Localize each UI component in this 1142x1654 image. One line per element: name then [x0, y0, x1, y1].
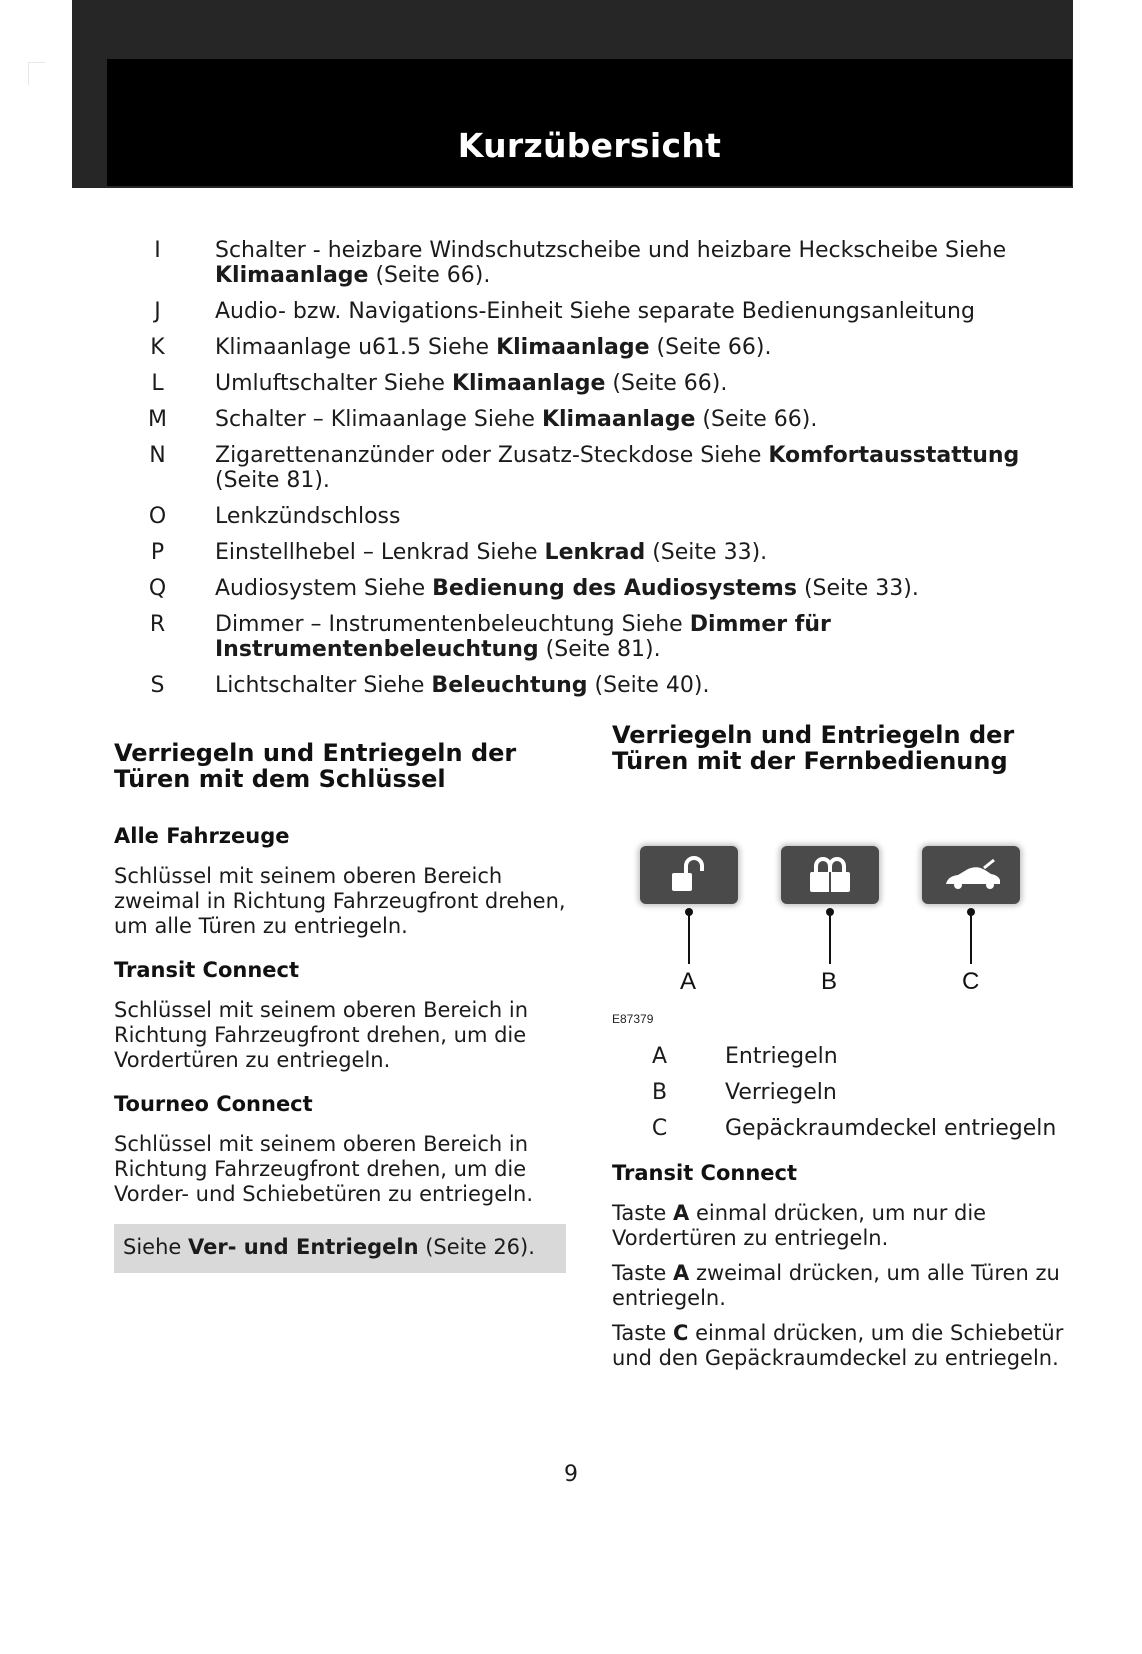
- legend-text: Verriegeln: [725, 1080, 837, 1105]
- unlock-icon: [640, 846, 738, 904]
- legend-item: [140, 299, 1040, 324]
- legend-text: Dimmer – Instrumentenbeleuchtung Siehe Dimmer für Instrumentenbeleuchtung (Seite 81).: [215, 612, 831, 662]
- legend-item: [612, 1116, 1072, 1141]
- callout-letter-b: B: [821, 968, 838, 995]
- legend-item: [140, 443, 1040, 493]
- legend-text: Gepäckraumdeckel entriegeln: [725, 1116, 1057, 1141]
- legend-item: [140, 540, 1040, 565]
- lock-button-illustration: [781, 846, 879, 904]
- trunk-button-illustration: [922, 846, 1020, 904]
- legend-text: Klimaanlage u61.5 Siehe Klimaanlage (Seite 66).: [215, 335, 772, 360]
- legend-item: [140, 371, 1040, 396]
- callout-line-c: [970, 912, 972, 964]
- transit-title: Transit Connect: [114, 958, 300, 982]
- legend-key: A: [651, 1044, 668, 1069]
- section-title: Kurzübersicht: [457, 126, 722, 165]
- left-column: [114, 740, 566, 1273]
- callout-line-b: [829, 912, 831, 964]
- legend-text: Schalter - heizbare Windschutzscheibe und heizbare Heckscheibe Siehe Klimaanlage (Seite 66).: [215, 238, 1007, 288]
- legend-text: Schalter – Klimaanlage Siehe Klimaanlage (Seite 66).: [215, 407, 818, 432]
- tourneo-text: Schlüssel mit seinem oberen Bereich in Richtung Fahrzeugfront drehen, um die Vorder- und Schiebetüren zu entriegeln.: [114, 1132, 534, 1206]
- legend-key: C: [651, 1116, 668, 1141]
- legend-key: M: [148, 407, 167, 432]
- legend-item: [140, 673, 1040, 698]
- figure-id: E87379: [612, 1012, 654, 1026]
- lock-icon: [781, 846, 879, 904]
- remote-instruction: Taste A zweimal drücken, um alle Türen zu entriegeln.: [612, 1261, 1060, 1310]
- legend-item: [140, 576, 1040, 601]
- legend-text: Audio- bzw. Navigations-Einheit Siehe separate Bedienungsanleitung: [215, 299, 975, 324]
- callout-letter-a: A: [680, 968, 697, 995]
- callout-letter-c: C: [962, 968, 980, 995]
- callout-line-a: [688, 912, 690, 964]
- remote-lock-heading: Verriegeln und Entriegeln der Türen mit der Fernbedienung: [612, 721, 1015, 775]
- header-title-bar: [107, 59, 1072, 186]
- crop-mark: [28, 62, 45, 85]
- legend-key: S: [150, 673, 165, 698]
- component-legend: [140, 238, 1040, 709]
- legend-key: L: [151, 371, 164, 396]
- remote-key-figure: [612, 774, 1072, 1026]
- legend-item: [140, 612, 1040, 662]
- legend-item: [140, 335, 1040, 360]
- remote-button-legend: [612, 1044, 1072, 1141]
- legend-item: [140, 407, 1040, 432]
- legend-text: Entriegeln: [725, 1044, 838, 1069]
- legend-key: I: [154, 238, 161, 263]
- legend-text: Audiosystem Siehe Bedienung des Audiosystems (Seite 33).: [215, 576, 919, 601]
- legend-key: K: [150, 335, 165, 360]
- legend-text: Umluftschalter Siehe Klimaanlage (Seite 66).: [215, 371, 728, 396]
- legend-key: B: [651, 1080, 668, 1105]
- remote-transit-title: Transit Connect: [612, 1161, 798, 1185]
- legend-key: J: [154, 299, 161, 324]
- legend-text: Lichtschalter Siehe Beleuchtung (Seite 40).: [215, 673, 710, 698]
- all-vehicles-title: Alle Fahrzeuge: [114, 824, 290, 848]
- all-vehicles-text: Schlüssel mit seinem oberen Bereich zweimal in Richtung Fahrzeugfront drehen, um alle Türen zu entriegeln.: [114, 864, 566, 938]
- trunk-icon: [922, 846, 1020, 904]
- transit-text: Schlüssel mit seinem oberen Bereich in Richtung Fahrzeugfront drehen, um die Vordertüren zu entriegeln.: [114, 998, 529, 1072]
- legend-text: Zigarettenanzünder oder Zusatz-Steckdose Siehe Komfortausstattung (Seite 81).: [215, 443, 1020, 493]
- legend-item: [612, 1044, 1072, 1069]
- remote-instruction: Taste C einmal drücken, um die Schiebetür und den Gepäckraumdeckel zu entriegeln.: [612, 1321, 1064, 1370]
- key-lock-heading: Verriegeln und Entriegeln der Türen mit dem Schlüssel: [114, 739, 517, 793]
- legend-key: P: [150, 540, 165, 565]
- legend-key: Q: [148, 576, 167, 601]
- page-number: 9: [564, 1462, 578, 1487]
- tourneo-title: Tourneo Connect: [114, 1092, 313, 1116]
- legend-key: R: [149, 612, 166, 637]
- legend-item: [140, 238, 1040, 288]
- right-column: [612, 722, 1072, 1371]
- unlock-button-illustration: [640, 846, 738, 904]
- legend-key: N: [149, 443, 166, 468]
- legend-item: [140, 504, 1040, 529]
- legend-text: Einstellhebel – Lenkrad Siehe Lenkrad (Seite 33).: [215, 540, 768, 565]
- legend-key: O: [148, 504, 167, 529]
- remote-instruction: Taste A einmal drücken, um nur die Vordertüren zu entriegeln.: [612, 1201, 987, 1250]
- reference-note: Siehe Ver- und Entriegeln (Seite 26).: [114, 1224, 566, 1273]
- legend-item: [612, 1080, 1072, 1105]
- legend-text: Lenkzündschloss: [215, 504, 401, 529]
